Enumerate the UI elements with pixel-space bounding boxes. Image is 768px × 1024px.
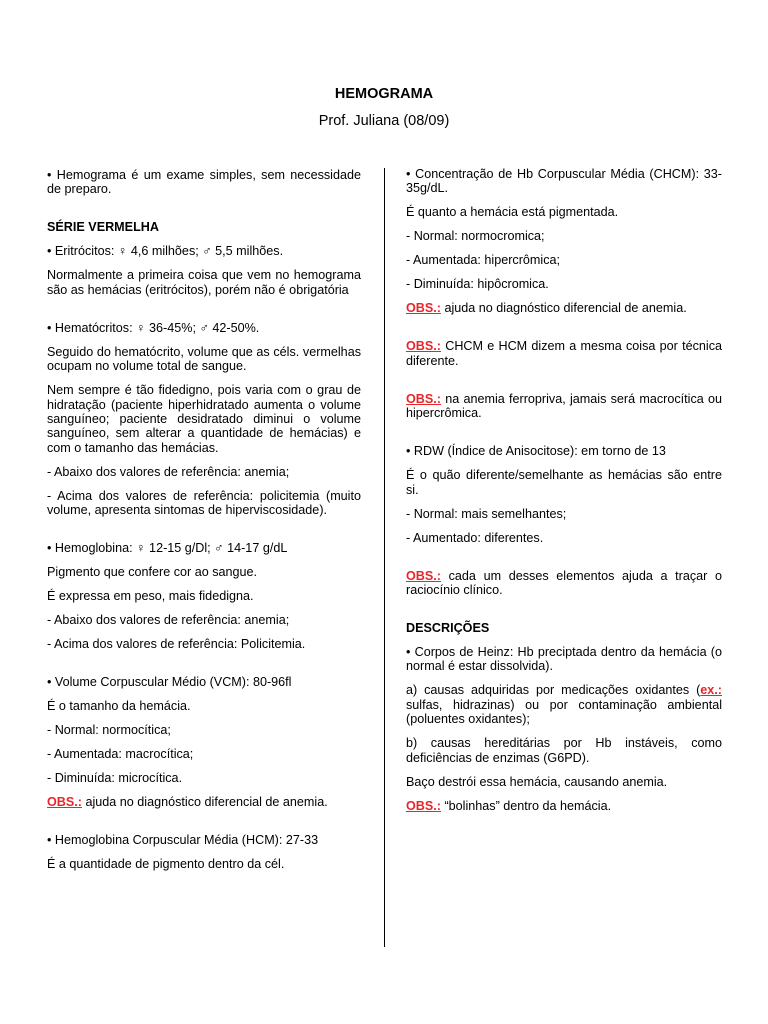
- heinz-cause-a: [406, 683, 722, 726]
- example-label: ex.:: [700, 683, 722, 698]
- hematocritos-above-reference: - Acima dos valores de referência: policitemia (muito volume, apresenta sintomas de hiperviscosidade).: [47, 488, 361, 518]
- obs-text: na anemia ferropriva, jamais será macrocítica ou hipercrômica.: [406, 391, 722, 421]
- document-subtitle: Prof. Juliana (08/09): [318, 113, 450, 129]
- ferropriva-obs: [406, 392, 722, 421]
- chcm-item: • Concentração de Hb Corpuscular Média (CHCM): 33-35g/dL.: [406, 167, 722, 196]
- section-heading-descricoes: DESCRIÇÕES: [406, 621, 490, 636]
- hematocritos-description: Seguido do hematócrito, volume que as céls. vermelhas ocupam no volume total de sangue.: [47, 344, 361, 374]
- intro-paragraph: • Hemograma é um exame simples, sem necessidade de preparo.: [47, 168, 361, 197]
- rdw-description: É o quão diferente/semelhante as hemácias são entre si.: [406, 468, 722, 497]
- hemoglobina-below-reference: - Abaixo dos valores de referência: anemia;: [47, 613, 290, 628]
- obs-label: OBS.:: [406, 301, 441, 316]
- vcm-description: É o tamanho da hemácia.: [47, 699, 191, 714]
- chcm-obs: [406, 301, 722, 315]
- heinz-item: • Corpos de Heinz: Hb preciptada dentro da hemácia (o normal é estar dissolvida).: [406, 645, 722, 674]
- vcm-obs: [47, 795, 361, 809]
- obs-label: OBS.:: [47, 795, 82, 810]
- obs-text: cada um desses elementos ajuda a traçar o raciocínio clínico.: [406, 568, 722, 598]
- obs-text: ajuda no diagnóstico diferencial de anemia.: [81, 795, 328, 810]
- obs-text: ajuda no diagnóstico diferencial de anemia.: [440, 301, 687, 316]
- eritrocitos-description: Normalmente a primeira coisa que vem no hemograma são as hemácias (eritrócitos), porém não é obrigatória: [47, 268, 361, 297]
- heinz-cause-a-pre: a) causas adquiridas por medicações oxidantes (: [406, 683, 701, 698]
- hcm-item: • Hemoglobina Corpuscular Média (HCM): 27-33: [47, 833, 319, 848]
- raciocinio-obs: [406, 569, 722, 598]
- right-column: [406, 167, 722, 823]
- hemoglobina-item: • Hemoglobina: ♀ 12-15 g/Dl; ♂ 14-17 g/dL: [47, 541, 288, 556]
- vcm-aumentada: - Aumentada: macrocítica;: [47, 747, 194, 762]
- heinz-cause-b: b) causas hereditárias por Hb instáveis, como deficiências de enzimas (G6PD).: [406, 736, 722, 765]
- obs-label: OBS.:: [406, 798, 441, 813]
- rdw-item: • RDW (Índice de Anisocitose): em torno de 13: [406, 444, 666, 459]
- heinz-cause-a-post: sulfas, hidrazinas) ou por contaminação ambiental (poluentes oxidantes);: [406, 697, 722, 727]
- vcm-item: • Volume Corpuscular Médio (VCM): 80-96fl: [47, 675, 292, 690]
- left-column: [47, 168, 361, 881]
- hemoglobina-description: Pigmento que confere cor ao sangue.: [47, 565, 258, 580]
- bolinhas-obs: [406, 799, 722, 813]
- chcm-aumentada: - Aumentada: hipercrômica;: [406, 253, 560, 268]
- hematocritos-note: Nem sempre é tão fidedigno, pois varia com o grau de hidratação (paciente hiperhidratado aumenta o volume sanguíneo; paciente desidratado diminui o volume sanguíneo, sem alterar a quantidade de hemácias) e com o tamanho das hemácias.: [47, 383, 361, 455]
- chcm-hcm-obs: [406, 339, 722, 368]
- hemoglobina-note: É expressa em peso, mais fidedigna.: [47, 589, 254, 604]
- vcm-diminuida: - Diminuída: microcítica.: [47, 771, 183, 786]
- hematocritos-below-reference: - Abaixo dos valores de referência: anemia;: [47, 464, 290, 479]
- eritrocitos-item: • Eritrócitos: ♀ 4,6 milhões; ♂ 5,5 milhões.: [47, 244, 284, 259]
- chcm-normal: - Normal: normocromica;: [406, 229, 545, 244]
- vcm-normal: - Normal: normocítica;: [47, 723, 171, 738]
- section-heading-serie-vermelha: SÉRIE VERMELHA: [47, 220, 159, 235]
- chcm-description: É quanto a hemácia está pigmentada.: [406, 205, 619, 220]
- column-divider: [384, 168, 385, 947]
- chcm-diminuida: - Diminuída: hipôcromica.: [406, 277, 549, 292]
- document-title: HEMOGRAMA: [334, 86, 434, 102]
- baco-note: Baço destrói essa hemácia, causando anemia.: [406, 774, 668, 789]
- obs-label: OBS.:: [406, 339, 441, 354]
- hemoglobina-above-reference: - Acima dos valores de referência: Policitemia.: [47, 637, 306, 652]
- obs-label: OBS.:: [406, 568, 441, 583]
- rdw-aumentado: - Aumentado: diferentes.: [406, 530, 544, 545]
- rdw-normal: - Normal: mais semelhantes;: [406, 506, 567, 521]
- hcm-description: É a quantidade de pigmento dentro da cél.: [47, 857, 285, 872]
- obs-label: OBS.:: [406, 391, 441, 406]
- obs-text: “bolinhas” dentro da hemácia.: [440, 798, 612, 813]
- obs-text: CHCM e HCM dizem a mesma coisa por técnica diferente.: [406, 339, 722, 368]
- hematocritos-item: • Hematócritos: ♀ 36-45%; ♂ 42-50%.: [47, 320, 260, 335]
